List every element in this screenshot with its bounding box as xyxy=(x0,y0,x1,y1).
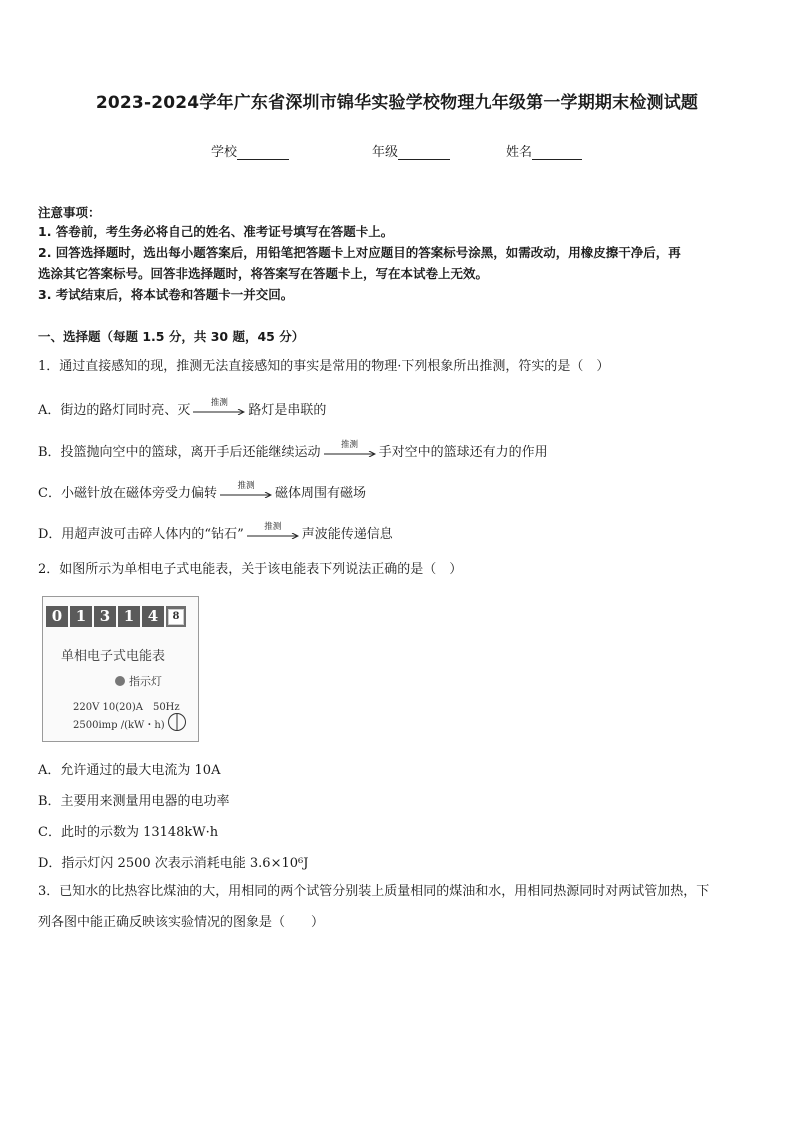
name-blank xyxy=(532,145,582,160)
meter-spec: 220V 10(20)A 50Hz xyxy=(73,702,180,713)
notes-heading: 注意事项： xyxy=(38,205,101,220)
page-title: 2023-2024学年广东省深圳市锦华实验学校物理九年级第一学期期末检测试题 xyxy=(95,93,699,113)
grade-field xyxy=(372,141,450,160)
q1-b-conclusion: 手对空中的篮球还有力的作用 xyxy=(378,445,548,460)
meter-indicator xyxy=(115,673,162,689)
meter-symbol-icon xyxy=(167,712,187,732)
grade-blank xyxy=(398,145,450,160)
note-item-1: 1. 答卷前，考生务必将自己的姓名、准考证号填写在答题卡上。 xyxy=(38,224,394,239)
infer-arrow-icon: 推测 xyxy=(247,527,299,543)
q2-option-d: D．指示灯闪 2500 次表示消耗电能 3.6×10⁶J xyxy=(38,856,309,871)
q1-c-premise: C．小磁针放在磁体旁受力偏转 xyxy=(38,486,217,501)
q2-option-c: C．此时的示数为 13148kW·h xyxy=(38,825,219,840)
section-heading: 一、选择题（每题 1.5 分，共 30 题，45 分） xyxy=(38,329,305,344)
indicator-light-icon xyxy=(115,676,125,686)
note-item-2a: 2. 回答选择题时，选出每小题答案后，用铅笔把答题卡上对应题目的答案标号涂黑，如需改动，用橡皮擦干净后，再 xyxy=(38,245,681,260)
name-label: 姓名 xyxy=(506,145,533,160)
meter-digit: 3 xyxy=(94,606,116,627)
meter-digit-display xyxy=(46,606,186,627)
energy-meter-figure xyxy=(42,596,199,742)
meter-imp-constant: 2500imp /(kW・h) xyxy=(73,720,165,731)
q1-option-d xyxy=(38,523,393,543)
q2-option-a: A．允许通过的最大电流为 10A xyxy=(38,763,221,778)
infer-arrow-icon: 推测 xyxy=(220,486,272,502)
q3-stem-line-2: 列各图中能正确反映该实验情况的图象是（ ） xyxy=(38,915,325,930)
q1-d-premise: D．用超声波可击碎人体内的“钻石” xyxy=(38,527,244,542)
school-field xyxy=(211,141,289,160)
school-blank xyxy=(237,145,289,160)
note-item-2b: 选涂其它答案标号。回答非选择题时，将答案写在答题卡上，写在本试卷上无效。 xyxy=(38,266,489,281)
school-label: 学校 xyxy=(211,145,238,160)
q1-option-b xyxy=(38,441,548,461)
q1-a-premise: A．街边的路灯同时亮、灭 xyxy=(38,403,191,418)
meter-digit: 1 xyxy=(70,606,92,627)
infer-arrow-icon: 推测 xyxy=(193,403,245,419)
grade-label: 年级 xyxy=(372,145,399,160)
meter-digit: 4 xyxy=(142,606,164,627)
q1-option-c xyxy=(38,482,366,502)
name-field xyxy=(506,141,582,160)
q1-option-a xyxy=(38,399,326,419)
meter-digit: 0 xyxy=(46,606,68,627)
q2-stem: 2．如图所示为单相电子式电能表，关于该电能表下列说法正确的是（ ） xyxy=(38,562,463,577)
note-item-3: 3. 考试结束后，将本试卷和答题卡一并交回。 xyxy=(38,287,294,302)
indicator-label: 指示灯 xyxy=(129,675,162,688)
meter-digit: 1 xyxy=(118,606,140,627)
q1-b-premise: B．投篮抛向空中的篮球，离开手后还能继续运动 xyxy=(38,445,321,460)
q1-d-conclusion: 声波能传递信息 xyxy=(301,527,393,542)
q3-stem-line-1: 3．已知水的比热容比煤油的大，用相同的两个试管分别装上质量相同的煤油和水，用相同热源同时对两试管加热，下 xyxy=(38,884,710,899)
meter-decimal-digit: 8 xyxy=(166,606,186,627)
q1-stem: 1．通过直接感知的现，推测无法直接感知的事实是常用的物理·下列根象所出推测，符实的是（ ） xyxy=(38,359,610,374)
q1-a-conclusion: 路灯是串联的 xyxy=(248,403,327,418)
q2-option-b: B．主要用来测量用电器的电功率 xyxy=(38,794,230,809)
meter-name: 单相电子式电能表 xyxy=(61,649,166,664)
q1-c-conclusion: 磁体周围有磁场 xyxy=(274,486,366,501)
infer-arrow-icon: 推测 xyxy=(324,445,376,461)
